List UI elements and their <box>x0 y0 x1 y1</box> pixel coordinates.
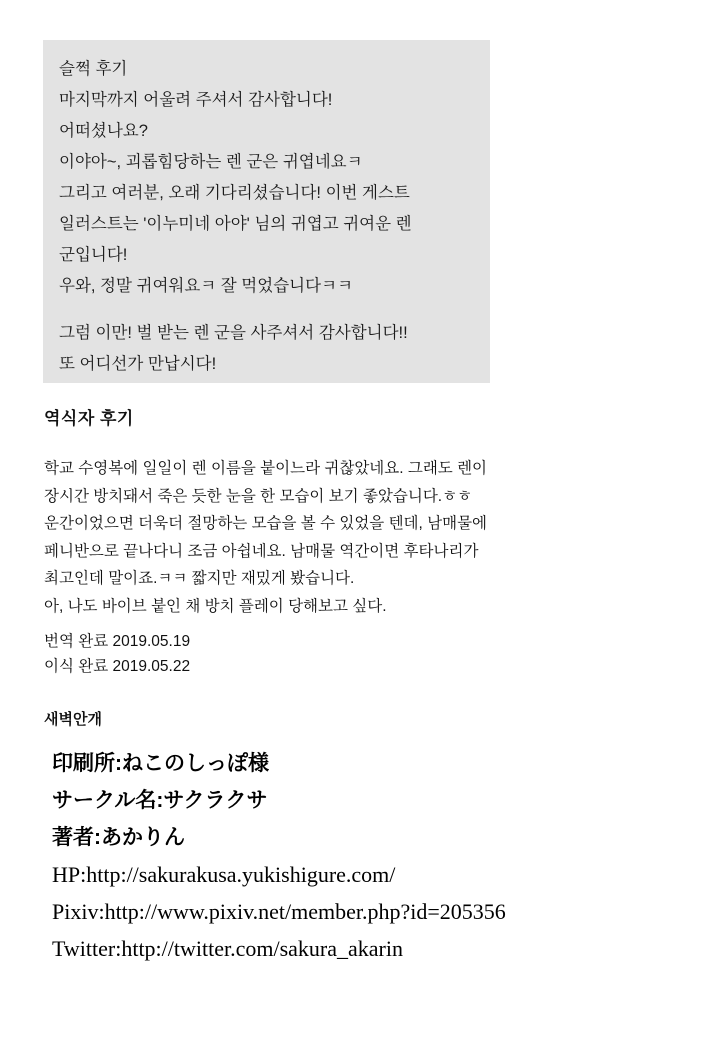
translator-afterword-body <box>44 455 674 620</box>
afterword-line: 마지막까지 어울려 주셔서 감사합니다! <box>59 91 333 109</box>
colophon-author: 著者:あかりん <box>52 826 185 849</box>
colophon-twitter[interactable]: Twitter:http://twitter.com/sakura_akarin <box>52 936 403 961</box>
afterword-line: 또 어디선가 만납시다! <box>59 355 217 373</box>
translator-line: 아, 나도 바이브 붙인 채 방치 플레이 당해보고 싶다. <box>44 597 387 615</box>
colophon-pixiv[interactable]: Pixiv:http://www.pixiv.net/member.php?id=205356 <box>52 899 506 924</box>
translator-afterword-heading: 역식자 후기 <box>44 409 134 428</box>
colophon-printer: 印刷所:ねこのしっぽ様 <box>52 752 269 775</box>
afterword-line: 그럼 이만! 벌 받는 렌 군을 사주셔서 감사합니다!! <box>59 324 408 342</box>
translator-line: 운간이었으면 더욱더 절망하는 모습을 볼 수 있었을 텐데, 남매물에 <box>44 515 488 532</box>
colophon-homepage[interactable]: HP:http://sakurakusa.yukishigure.com/ <box>52 862 396 887</box>
colophon <box>52 745 702 967</box>
translator-line: 페니반으로 끝나다니 조금 아쉽네요. 남매물 역간이면 후타나리가 <box>44 542 479 560</box>
completion-dates <box>44 630 190 679</box>
afterword-line: 그리고 여러분, 오래 기다리셨습니다! 이번 게스트 <box>59 184 410 202</box>
afterword-box <box>43 40 490 383</box>
afterword-line: 일러스트는 '이누미네 아야' 님의 귀엽고 귀여운 렌 <box>59 215 412 233</box>
translator-nickname: 새벽안개 <box>44 711 102 728</box>
translator-line: 학교 수영복에 일일이 렌 이름을 붙이느라 귀찮았네요. 그래도 렌이 <box>44 460 488 477</box>
afterword-line: 슬쩍 후기 <box>59 60 128 78</box>
translation-completed-date: 번역 완료 2019.05.19 <box>44 633 191 650</box>
afterword-line-spacer <box>59 302 474 318</box>
translator-line: 최고인데 말이죠.ㅋㅋ 짧지만 재밌게 봤습니다. <box>44 570 355 587</box>
translator-line: 장시간 방치돼서 죽은 듯한 눈을 한 모습이 보기 좋았습니다.ㅎㅎ <box>44 487 473 505</box>
afterword-line: 이야아~, 괴롭힘당하는 렌 군은 귀엽네요ㅋ <box>59 153 363 171</box>
colophon-circle-name: サークル名:サクラクサ <box>52 789 268 812</box>
afterword-line: 우와, 정말 귀여워요ㅋ 잘 먹었습니다ㅋㅋ <box>59 277 353 295</box>
afterword-line: 어떠셨나요? <box>59 122 148 140</box>
afterword-line: 군입니다! <box>59 246 128 264</box>
typesetting-completed-date: 이식 완료 2019.05.22 <box>44 657 191 675</box>
